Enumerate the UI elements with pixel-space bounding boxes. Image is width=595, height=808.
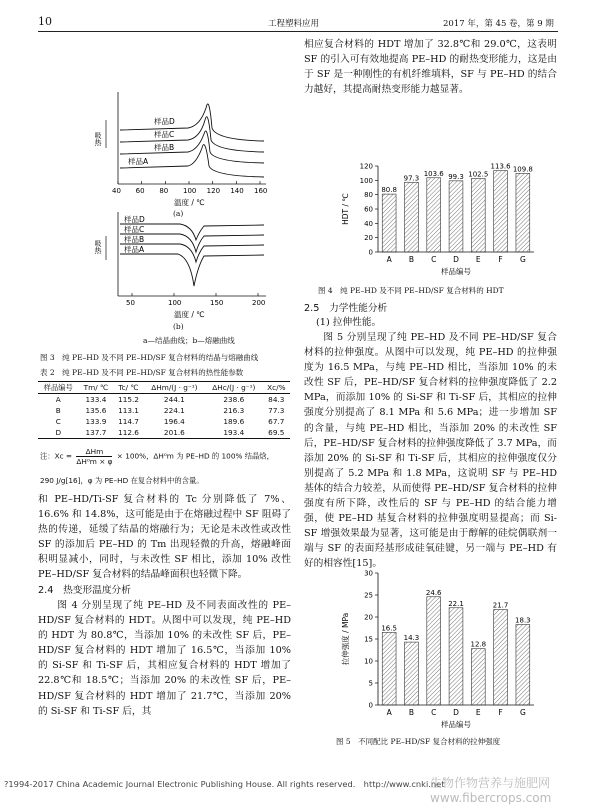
- table2-cell: D: [55, 428, 62, 437]
- x-tick-label: 150: [210, 299, 224, 307]
- bar-F: [494, 610, 508, 705]
- fig3b-label-c: 样品C: [124, 225, 145, 234]
- bar-value-label: 97.3: [403, 174, 420, 183]
- fig3a-dsc-crystallization: [88, 88, 278, 206]
- fig3a-label-d: 样品D: [154, 117, 175, 126]
- category-label: A: [386, 708, 392, 717]
- fig3a-panel-label: (a): [173, 209, 184, 218]
- bar-value-label: 80.8: [381, 186, 397, 195]
- bar-value-label: 22.1: [448, 599, 464, 608]
- table2-cell: 238.6: [223, 395, 245, 404]
- bar-value-label: 99.3: [448, 172, 464, 181]
- table2-col-xc: Xc/%: [267, 383, 286, 392]
- formula-denominator: ΔH⁰m × φ: [76, 457, 113, 466]
- x-tick-label: 60: [135, 187, 145, 195]
- category-label: B: [408, 708, 415, 717]
- table2-note-line2: 290 J/g[16]，φ 为 PE–HD 在复合材料中的含量。: [40, 476, 204, 485]
- y-tick-label: 30: [364, 569, 373, 578]
- table2-cell: 133.9: [85, 417, 107, 426]
- bar-D: [449, 608, 463, 705]
- fig3b-label-b: 样品B: [124, 235, 145, 244]
- table2-cell: 244.1: [163, 395, 185, 404]
- x-tick-label: 50: [126, 299, 135, 307]
- table2-note-prefix: 注：Xc =: [40, 451, 73, 461]
- bar-value-label: 14.3: [403, 634, 420, 643]
- x-tick-label: 100: [183, 187, 197, 195]
- y-tick-label: 10: [364, 657, 373, 666]
- bar-value-label: 113.6: [490, 162, 511, 171]
- bar-value-label: 103.6: [423, 169, 444, 178]
- table2-col-dhm: ΔHm/(J · g⁻¹): [151, 383, 198, 392]
- table2-cell: 193.4: [223, 428, 245, 437]
- subsection-tensile: (1) 拉伸性能。: [316, 317, 382, 328]
- right-paragraph-2: 图 5 分别呈现了纯 PE–HD 及不同 PE–HD/SF 复合材料的拉伸强度。从图中可以发现，纯 PE–HD 的拉伸强度为 16.5 MPa，与纯 PE–HD 相比，当添加 10% 的未改性 SF 后，PE–HD/SF 复合材料的拉伸强度降低了 2.2 MPa，而添加 10% 的 Si-SF 和 Ti-SF 后，其相应的拉伸强度分别提高了 8.1 MPa 和 5.6 MPa；进一步增加 SF 的含量，与纯 PE–HD 相比，当添加 20% 的未改性 SF 后，PE–HD/SF 复合材料的拉伸强度降低了 3.7 MPa，而添加 20% 的 Si-SF 和 Ti-SF 后，其相应的拉伸强度仅分别提高了 5.2 MPa 和 1.8 MPa，这说明 SF 与 PE–HD 基体的结合力较差，从而使得 PE–HD/SF 复合材料的拉伸强度有所下降，改性后的 SF 与 PE–HD 的结合能力增强，使 PE–HD 基复合材料的拉伸强度明显提高；而 Si-SF 增强效果最为显著，这可能是由于醇解的硅烷偶联剂一端与 SF 的表面羟基形成硅氧硅键，另一端与 PE–HD 有好的相容性[15]。: [304, 332, 557, 570]
- y-tick-label: 5: [368, 679, 373, 688]
- y-tick-label: 40: [364, 219, 373, 228]
- y-tick-label: 80: [364, 191, 373, 200]
- table2-row: [38, 405, 290, 416]
- category-label: D: [453, 255, 459, 264]
- table2-cell: 114.7: [118, 417, 139, 426]
- table2-cell: 115.2: [118, 395, 139, 404]
- bar-value-label: 18.3: [515, 616, 531, 625]
- y-tick-label: 20: [364, 613, 373, 622]
- bar-value-label: 109.8: [512, 165, 533, 174]
- table2-col-tc: Tc/ ℃: [118, 383, 139, 392]
- formula-numerator: ΔHm: [76, 447, 112, 457]
- table2-cell: 113.1: [118, 406, 139, 415]
- table2-col-tm: Tm/ ℃: [83, 383, 109, 392]
- table2-cell: 216.3: [223, 406, 245, 415]
- bar-A: [382, 194, 396, 252]
- x-tick-label: 200: [252, 299, 266, 307]
- y-tick-label: 25: [364, 591, 373, 600]
- y-tick-label: 0: [368, 248, 373, 257]
- section-2-4-heading: 2.4 热变形温度分析: [38, 585, 131, 596]
- table2-cell: 84.3: [268, 395, 285, 404]
- category-label: G: [519, 708, 526, 717]
- fig3b-label-d: 样品D: [124, 215, 145, 224]
- y-tick-label: 120: [359, 162, 373, 171]
- y-tick-label: 20: [364, 234, 373, 243]
- fig3a-ylabel: 吸热: [94, 132, 102, 146]
- fig3-caption: 图 3 纯 PE–HD 及不同 PE–HD/SF 复合材料的结晶与熔融曲线: [40, 353, 259, 362]
- table2-col-dhc: ΔHc/(J · g⁻¹): [212, 383, 256, 392]
- table2-note: [40, 447, 274, 466]
- fig3b-label-a: 样品A: [124, 245, 145, 254]
- bar-value-label: 16.5: [381, 624, 397, 633]
- table2-cell: C: [55, 417, 61, 426]
- table2-row: [38, 394, 290, 406]
- fig3a-label-c: 样品C: [154, 130, 175, 139]
- table2-caption: 表 2 纯 PE–HD 及不同 PE–HD/SF 复合材料的热性能参数: [40, 368, 244, 377]
- fig3b-ylabel: 吸热: [94, 240, 102, 254]
- y-tick-label: 15: [364, 635, 373, 644]
- table2-cell: 67.7: [268, 417, 285, 426]
- category-label: C: [431, 708, 437, 717]
- table2-cell: 189.6: [223, 417, 245, 426]
- table2-col-sample: 样品编号: [43, 382, 73, 392]
- bar-A: [382, 632, 396, 705]
- table2-cell: 137.7: [85, 428, 107, 437]
- footer-watermark: 生物作物营养与施肥网 www.fibercrops.com: [430, 776, 552, 805]
- fig4-caption: 图 4 纯 PE–HD 及不同 PE–HD/SF 复合材料的 HDT: [318, 286, 504, 295]
- bar-C: [427, 597, 441, 705]
- bar-B: [405, 642, 419, 705]
- table2-cell: 112.6: [118, 428, 139, 437]
- bar-B: [405, 182, 419, 252]
- table2-cell: 69.5: [268, 428, 285, 437]
- category-label: G: [519, 255, 526, 264]
- left-paragraph-1: 和 PE–HD/Ti-SF 复合材料的 Tc 分别降低了 7%、16.6% 和 14.8%，这可能是由于在熔融过程中 SF 阻碍了热的传递，延缓了结晶的熔融行为；无论是未改性或改性 SF 的添加后 PE–HD 的 Tm 出现轻微的升高，熔融峰面积明显减小，同时，与未改性 SF 相比，添加 10% 改性 PE–HD/SF 复合材料的结晶峰面积也轻微下降。: [38, 494, 291, 581]
- x-tick-label: 80: [159, 187, 169, 195]
- footer-copyright: ?1994-2017 China Academic Journal Electronic Publishing House. All rights reserved. http://www.cnki.net: [4, 779, 445, 789]
- category-label: C: [431, 255, 437, 264]
- bar-D: [449, 181, 463, 252]
- y-tick-label: 100: [359, 176, 373, 185]
- bar-value-label: 24.6: [425, 588, 442, 597]
- x-tick-label: 160: [254, 187, 268, 195]
- bar-value-label: 21.7: [492, 601, 509, 610]
- page-number: 10: [38, 15, 52, 28]
- category-label: E: [475, 708, 481, 717]
- fig3b-panel-label: (b): [173, 322, 184, 331]
- fig5-caption: 图 5 不同配比 PE–HD/SF 复合材料的拉伸强度: [336, 737, 501, 746]
- table2-cell: B: [55, 406, 61, 415]
- left-paragraph-2: 图 4 分别呈现了纯 PE–HD 及不同表面改性的 PE–HD/SF 复合材料的 HDT。从图中可以发现，纯 PE–HD 的 HDT 为 80.8℃，当添加 10% 的未改性 SF 后，PE–HD/SF 复合材料的 HDT 增加了 16.5℃，当添加 10% 的 Si-SF 和 Ti-SF 后，其相应复合材料的 HDT 增加了 22.8℃和 18.5℃；当添加 20% 的未改性 SF 后，PE–HD/SF 复合材料的 HDT 增加了 21.7℃，当添加 20% 的 Si-SF 和 Ti-SF 后，其: [38, 600, 291, 717]
- table2-cell: 201.6: [163, 428, 185, 437]
- bar-value-label: 12.8: [470, 640, 487, 649]
- fig4-hdt-bar-chart: [340, 158, 540, 282]
- x-tick-label: 140: [230, 187, 244, 195]
- table2-header-row: [38, 382, 290, 394]
- fig3a-label-a: 样品A: [128, 157, 149, 166]
- x-tick-label: 120: [206, 187, 221, 195]
- table2-row: [38, 416, 290, 427]
- bar-G: [516, 624, 530, 705]
- table2-cell: 196.4: [163, 417, 185, 426]
- table2-formula: [76, 447, 112, 466]
- bar-C: [427, 178, 441, 252]
- category-label: D: [453, 708, 459, 717]
- table2-row: [38, 427, 290, 439]
- issue-info: 2017 年，第 45 卷，第 9 期: [443, 19, 554, 29]
- journal-name: 工程塑料应用: [268, 19, 320, 29]
- table2-cell: A: [55, 395, 61, 404]
- section-2-5-heading: 2.5 力学性能分析: [304, 303, 388, 314]
- y-tick-label: 60: [364, 205, 373, 214]
- bar-E: [471, 179, 485, 252]
- bar-F: [494, 171, 508, 252]
- category-label: B: [408, 255, 415, 264]
- fig5-tensile-bar-chart: [340, 565, 540, 735]
- y-axis-label: HDT / ℃: [341, 193, 350, 225]
- table2-cell: 133.4: [85, 395, 107, 404]
- category-label: A: [386, 255, 392, 264]
- x-axis-label: 样品编号: [441, 720, 471, 729]
- right-paragraph-1: 相应复合材料的 HDT 增加了 32.8℃和 29.0℃，这表明 SF 的引入可有效地提高 PE–HD 的耐热变形能力，这是由于 SF 是一种刚性的有机纤维填料，SF 与 PE–HD 的结合力越好，其提高耐热变形能力越显著。: [304, 39, 557, 96]
- bar-G: [516, 173, 530, 252]
- fig3-legend-note: a—结晶曲线；b—熔融曲线: [143, 336, 235, 345]
- table2-cell: 135.6: [85, 406, 107, 415]
- y-tick-label: 0: [368, 701, 373, 710]
- table2-note-suffix: × 100%，ΔH⁰m 为 PE–HD 的 100% 结晶焓，: [116, 451, 274, 461]
- y-axis-label: 拉伸强度 / MPa: [341, 612, 350, 666]
- category-label: E: [475, 255, 481, 264]
- x-axis-label: 样品编号: [441, 267, 471, 276]
- table2: [38, 381, 290, 439]
- bar-value-label: 102.5: [468, 170, 489, 179]
- header-rule: [38, 31, 558, 32]
- fig3b-dsc-melting: [88, 210, 278, 320]
- table2-cell: 224.1: [163, 406, 185, 415]
- fig3a-label-b: 样品B: [154, 143, 175, 152]
- table2-cell: 77.3: [268, 406, 285, 415]
- fig3b-xlabel: 温度 / ℃: [174, 310, 205, 319]
- bar-E: [471, 649, 485, 705]
- fig3a-xlabel: 温度 / ℃: [174, 198, 205, 206]
- category-label: F: [498, 708, 503, 717]
- category-label: F: [498, 255, 503, 264]
- x-tick-label: 100: [168, 299, 182, 307]
- x-tick-label: 40: [112, 187, 121, 195]
